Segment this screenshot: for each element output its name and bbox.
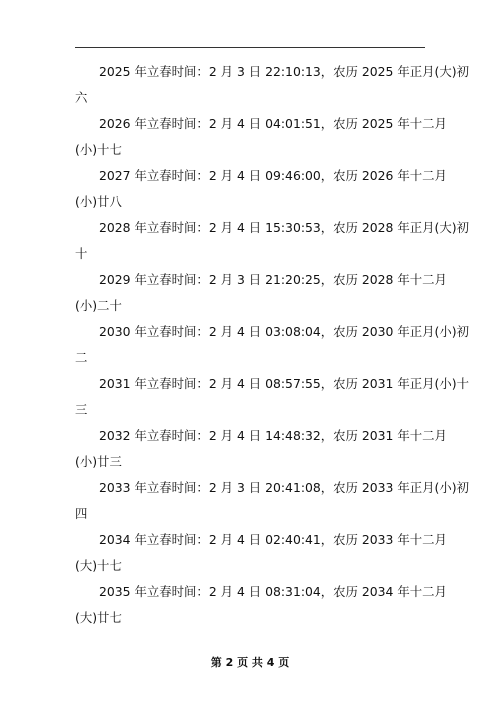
entry-text-continued: 十 xyxy=(75,246,88,261)
lichun-entry-2028 xyxy=(75,215,469,267)
document-body xyxy=(75,59,469,631)
entry-text-continued: (小)二十 xyxy=(75,298,122,313)
entry-text-continued: 四 xyxy=(75,506,88,521)
entry-text: 2027 年立春时间：2 月 4 日 09:46:00，农历 2026 年十二月 xyxy=(99,168,447,183)
lichun-entry-2025 xyxy=(75,59,469,111)
entry-text-continued: (小)廿八 xyxy=(75,194,122,209)
entry-text-continued: (小)十七 xyxy=(75,142,122,157)
lichun-entry-2035 xyxy=(75,579,447,631)
entry-text: 2025 年立春时间：2 月 3 日 22:10:13，农历 2025 年正月(大)初 xyxy=(99,64,469,79)
entry-text-continued: 二 xyxy=(75,350,88,365)
entry-text: 2033 年立春时间：2 月 3 日 20:41:08，农历 2033 年正月(小)初 xyxy=(99,480,469,495)
entry-text: 2034 年立春时间：2 月 4 日 02:40:41，农历 2033 年十二月 xyxy=(99,532,447,547)
entry-text-continued: (大)十七 xyxy=(75,558,122,573)
lichun-entry-2027 xyxy=(75,163,447,215)
lichun-entry-2032 xyxy=(75,423,447,475)
entry-text: 2026 年立春时间：2 月 4 日 04:01:51，农历 2025 年十二月 xyxy=(99,116,447,131)
entry-text-continued: (大)廿七 xyxy=(75,610,122,625)
lichun-entry-2026 xyxy=(75,111,447,163)
entry-text: 2032 年立春时间：2 月 4 日 14:48:32，农历 2031 年十二月 xyxy=(99,428,447,443)
entry-text: 2030 年立春时间：2 月 4 日 03:08:04，农历 2030 年正月(小)初 xyxy=(99,324,469,339)
lichun-entry-2030 xyxy=(75,319,469,371)
entry-text: 2031 年立春时间：2 月 4 日 08:57:55，农历 2031 年正月(小)十 xyxy=(99,376,469,391)
lichun-entry-2033 xyxy=(75,475,469,527)
lichun-entry-2031 xyxy=(75,371,469,423)
lichun-entry-2034 xyxy=(75,527,447,579)
entry-text-continued: (小)廿三 xyxy=(75,454,122,469)
entry-text: 2028 年立春时间：2 月 4 日 15:30:53，农历 2028 年正月(大)初 xyxy=(99,220,469,235)
entry-text-continued: 三 xyxy=(75,402,88,417)
header-divider xyxy=(75,47,425,48)
entry-text: 2035 年立春时间：2 月 4 日 08:31:04，农历 2034 年十二月 xyxy=(99,584,447,599)
entry-text-continued: 六 xyxy=(75,90,88,105)
page-number: 第 2 页 共 4 页 xyxy=(210,656,290,669)
entry-text: 2029 年立春时间：2 月 3 日 21:20:25，农历 2028 年十二月 xyxy=(99,272,447,287)
lichun-entry-2029 xyxy=(75,267,447,319)
